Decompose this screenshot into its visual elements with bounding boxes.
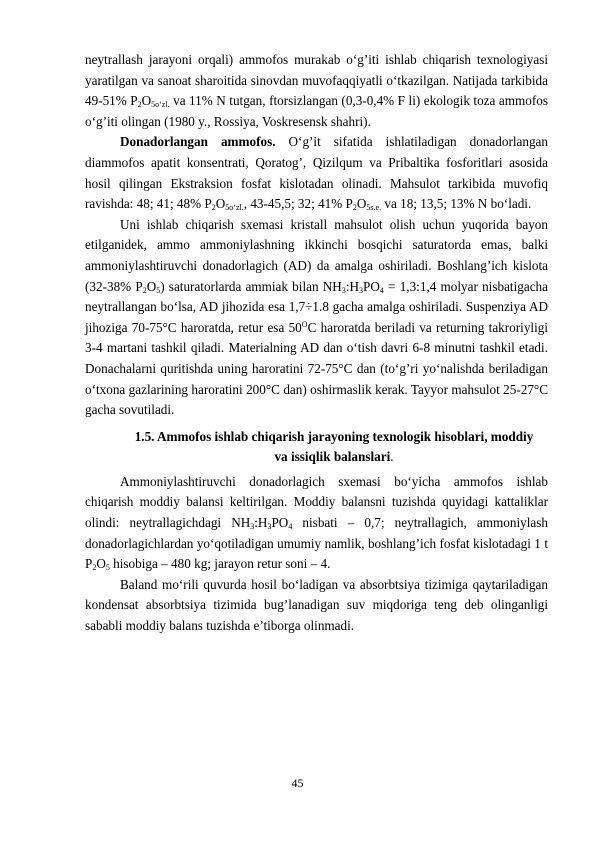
paragraph-material-balance: Ammoniylashtiruvchi donadorlagich sxemasi bo‘yicha ammofos ishlab chiqarish moddiy balansi keltirilgan. Moddiy balansni tuzishda quyidagi kattaliklar olindi: neytrallagichdagi $NH_3:H_3PO_4$ nisbati – 0,7; neytrallagich, ammoniylash donadorlagichlardan yo‘qotiladigan umumiy namlik, boshlang’ich fosfat kislotadagi 1 t $P_2O_5$ hisobiga – 480 kg; jarayon retur soni – 4. <box>85 473 548 573</box>
page-number: 45 <box>291 776 304 790</box>
paragraph-granulated-ammofos: Donadorlangan ammofos. O‘g’it sifatida ishlatiladigan donadorlangan diammofos apatit konsentrati, Qoratog’, Qizilqum va Pribaltika fosforitlari asosida hosil qilingan Ekstraksion fosfat kislotadan olinadi. Mahsulot tarkibida muvofiq ravishda: 48; 41; 48% $P_2O_{5o‘zl.}$, 43-45,5; 32; 41% $P_2O_{5s.e.}$ va 18; 13,5; 13% N bo‘ladi. <box>85 134 549 213</box>
paragraph-condensate: Baland mo‘rili quvurda hosil bo‘ladigan va absorbtsiya tizimiga qaytariladigan kondensat absorbtsiya tizimida bug’lanadigan suv miqdoriga teng deb olinganligi sababli moddiy balans tuzishda e’tiborga olinmadi. <box>85 576 548 634</box>
paragraph-ammofos-technology: neytrallash jarayoni orqali) ammofos murakab o‘g’iti ishlab chiqarish texnologiyasi yaratilgan va sanoat sharoitida sinovdan muvofaqqiyatli o‘tkazilgan. Natijada tarkibida 49-51% $P_2O_{5o‘zl.}$ va 11% N tutgan, ftorsizlangan (0,3-0,4% F li) ekologik toza ammofos o‘g’iti olingan (1980 y., Rossiya, Voskresensk shahri). <box>85 52 548 129</box>
document-page <box>85 50 548 637</box>
granulated-ammofos-heading: Donadorlangan ammofos. <box>120 134 276 150</box>
section-heading-line1: 1.5. Ammofos ishlab chiqarish jarayoning texnologik hisoblari, moddiy <box>134 428 534 444</box>
section-heading <box>85 427 548 468</box>
section-heading-line2: va issiqlik balanslari. <box>274 449 394 465</box>
paragraph-production-scheme: Uni ishlab chiqarish sxemasi kristall mahsulot olish uchun yuqorida bayon etilganidek, ammo ammoniylashning ikkinchi bosqichi saturatorda emas, balki ammoniylashtiruvchi donadorlagich (AD) da amalga oshiriladi. Boshlang’ich kislota (32-38% $P_2O_5$) saturatorlarda ammiak bilan $NH_3:H_3PO_4$ = 1,3:1,4 molyar nisbatigacha neytrallangan bo‘lsa, AD jihozida esa 1,7÷1.8 gacha amalga oshiriladi. Suspenziya AD jihoziga 70-75°C haroratda, retur esa $50^OC$ haroratda beriladi va returning takroriyligi 3-4 martani tashkil qiladi. Materialning AD dan o‘tish davri 6-8 minutni tashkil etadi. Donachalarni quritishda uning haroratini 72-75°C dan (to‘g’ri yo‘nalishda beriladigan o‘txona gazlarining haroratini 200°C dan) oshirmaslik kerak. Tayyor mahsulot 25-27°C gacha sovutiladi. <box>85 216 549 418</box>
